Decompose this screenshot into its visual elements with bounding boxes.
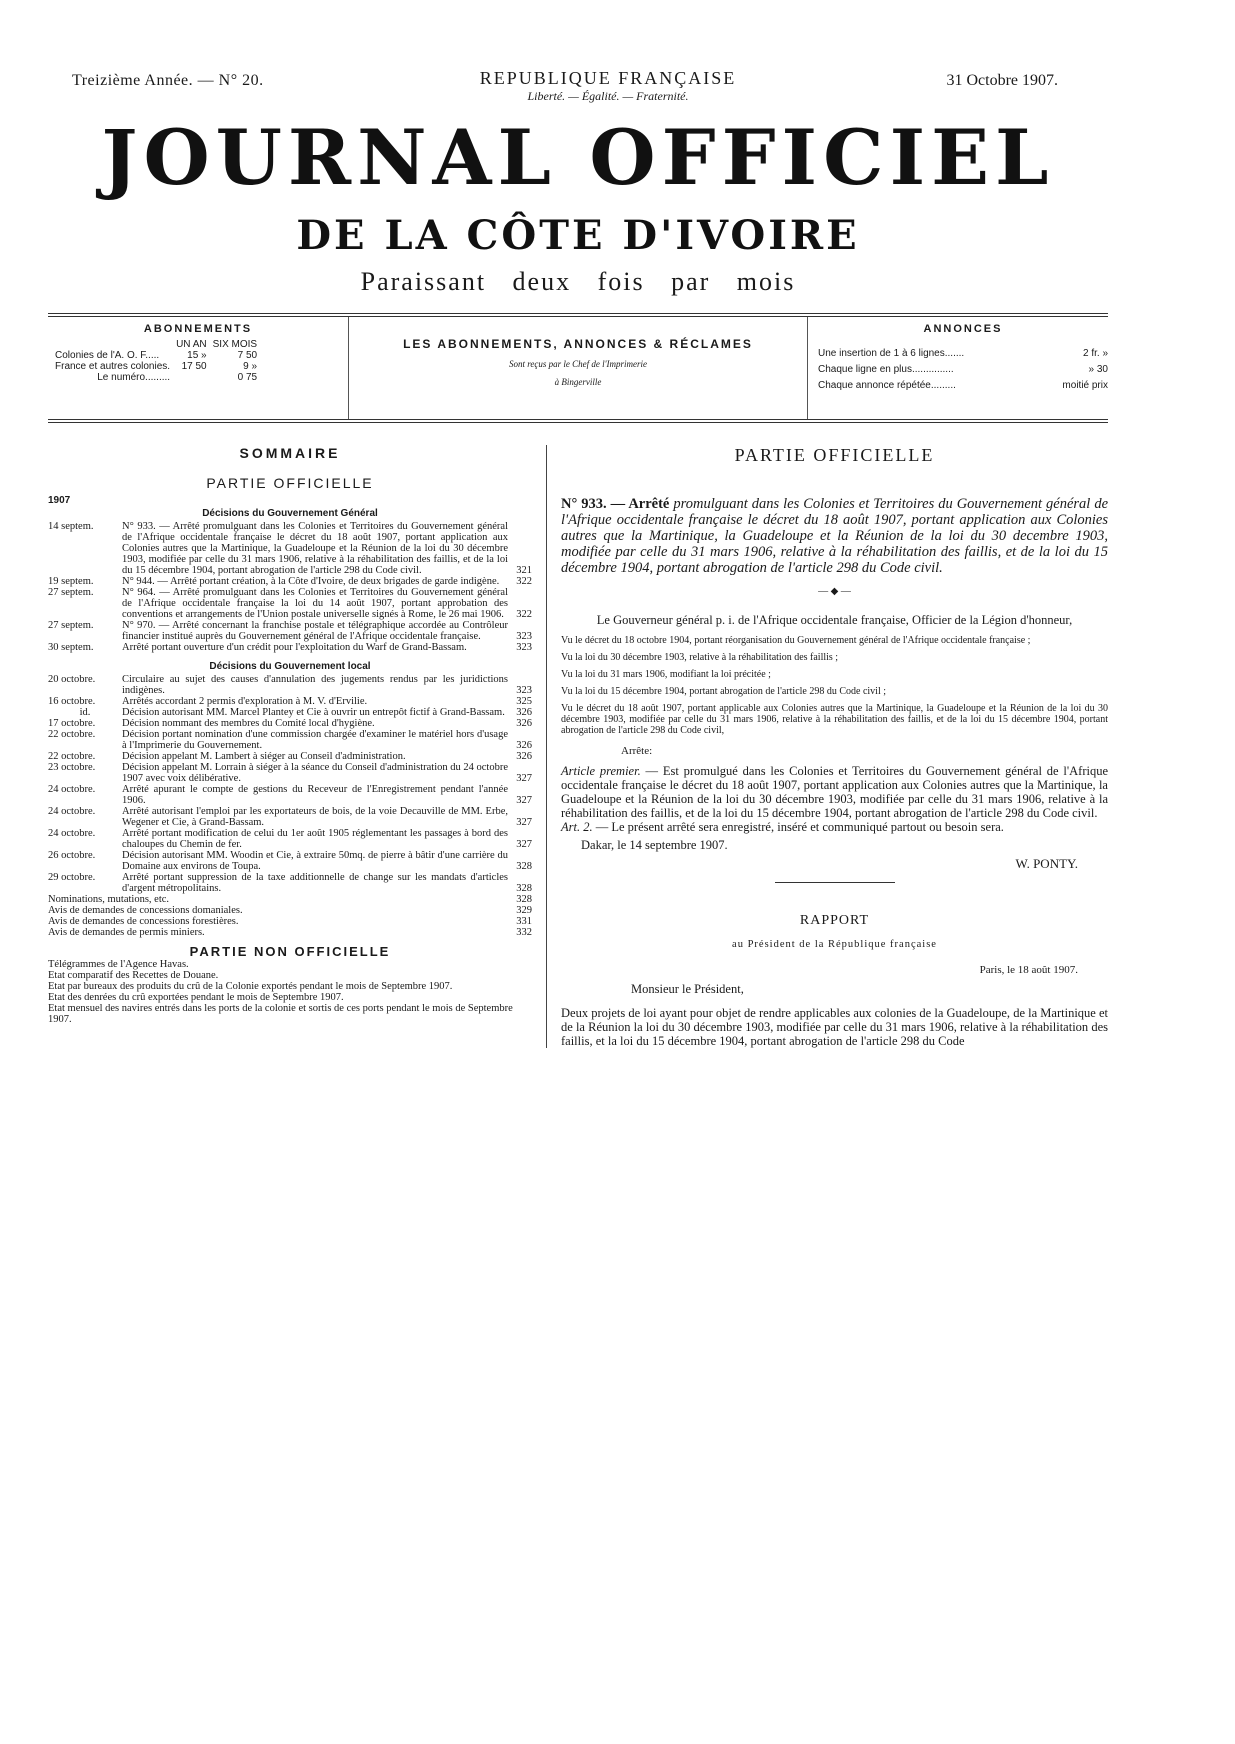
journal-subtitle: DE LA CÔTE D'IVOIRE [296, 212, 860, 259]
sommaire-entry: 24 octobre. Arrêté autorisant l'emploi par les exportateurs de bois, de la voie Decauville de MM. Erbe, Wegener et Cie, à Grand-Bassam. 327 [48, 806, 532, 828]
considerations [561, 635, 1108, 736]
reception-box [348, 317, 808, 419]
sommaire-entry: id. Décision autorisant MM. Marcel Plantey et Cie à ouvrir un entrepôt fictif à Grand-Bassam. 326 [79, 707, 532, 718]
annonce-rate: Chaque ligne en plus............... » 30 [818, 364, 1108, 375]
sommaire-entry: 29 octobre. Arrêté portant suppression de la taxe additionnelle de change sur les mandats d'articles d'argent métropolitains. 328 [48, 872, 532, 894]
republic-motto: Liberté. — Égalité. — Fraternité. [527, 89, 689, 103]
republic-block [428, 68, 788, 104]
signature: W. PONTY. [1015, 856, 1078, 871]
decree-title: N° 933. — Arrêté promulguant dans les Colonies et Territoires du Gouvernement général de l'Afrique occidentale française le décret du 18 août 1907, portant application aux Colonies autres que la Martinique, la Guadeloupe et la Réunion de la loi du 30 decembre 1903, modifiée par celle du 31 mars 1906, relative à la réhabilitation des faillis, et de la loi du 15 décembre 1904, portant abrogation de l'article 298 du Code civil. [561, 496, 1109, 576]
sommaire-entry: Avis de demandes de concessions domaniales. 329 [48, 905, 532, 916]
list-item: Etat mensuel des navires entrés dans les ports de la colonie et sortis de ces ports pendant le mois de Septembre 1907. [48, 1003, 513, 1025]
non-official-items [48, 959, 532, 1025]
reception-heading: LES ABONNEMENTS, ANNONCES & RÉCLAMES [403, 337, 753, 351]
sommaire-entry: 22 octobre. Décision portant nomination d'une commission chargée d'examiner le matériel hors d'usage à l'Imprimerie du Gouvernement. 326 [48, 729, 532, 751]
sommaire-entry: 17 octobre. Décision nommant des membres du Comité local d'hygiène. 326 [48, 718, 532, 729]
vu-clause: Vu la loi du 31 mars 1906, modifiant la loi précitée ; [561, 669, 771, 680]
local-entries [48, 674, 532, 894]
abonnement-row: France et autres colonies. 17 50 9 » [55, 361, 258, 372]
content-columns [48, 445, 1108, 1048]
divider [775, 882, 895, 883]
subscription-band [48, 317, 1108, 419]
ornament-icon: — ◆ — [818, 586, 851, 597]
list-item: Etat des denrées du crû exportées pendant le mois de Septembre 1907. [48, 992, 344, 1003]
col-six-mois: SIX MOIS [212, 339, 258, 350]
sommaire-heading: SOMMAIRE [239, 445, 341, 461]
issue-date: 31 Octobre 1907. [946, 72, 1058, 89]
reception-line: Sont reçus par le Chef de l'Imprimerie [508, 359, 648, 369]
abonnements-heading: ABONNEMENTS [143, 323, 253, 335]
partie-non-officielle-heading: PARTIE NON OFFICIELLE [189, 944, 391, 959]
abonnements-table [52, 339, 260, 383]
article-1: Article premier. — Est promulgué dans les Colonies et Territoires du Gouvernement général de l'Afrique occidentale française le décret du 18 août 1907, portant application aux Colonies autres que la Martinique, la Guadeloupe et la Réunion de la loi du 30 décembre 1903, modifiée par celle du 31 mars 1906, relative à la réhabilitation des faillis, et de la loi du 15 décembre 1904, portant abrogation de l'article 298 du Code civil. [561, 764, 1109, 820]
partie-officielle-heading: PARTIE OFFICIELLE [206, 475, 374, 491]
abonnement-row: Colonies de l'A. O. F..... 15 » 7 50 [55, 350, 258, 361]
sommaire-entry: 22 octobre. Décision appelant M. Lambert à siéger au Conseil d'administration. 326 [48, 751, 532, 762]
sommaire-entry: 23 octobre. Décision appelant M. Lorrain à siéger à la séance du Conseil d'administration du 24 octobre 1907 avec voix délibérative. 327 [48, 762, 532, 784]
year-label: 1907 [48, 495, 71, 506]
list-item: Etat comparatif des Recettes de Douane. [48, 970, 219, 981]
masthead-topline [48, 68, 1108, 102]
vu-clause: Vu le décret du 18 octobre 1904, portant réorganisation du Gouvernement général de l'Afrique occidentale française ; [561, 635, 1031, 646]
journal-title: JOURNAL OFFICIEL [101, 113, 1055, 202]
rapport-heading: RAPPORT [799, 913, 870, 928]
general-entries [48, 521, 532, 653]
annonces-box [808, 317, 1108, 419]
abonnements-box [48, 317, 348, 419]
sommaire-entry: 14 septem. N° 933. — Arrêté promulguant dans les Colonies et Territoires du Gouvernement général de l'Afrique occidentale française le décret du 18 août 1907, portant application aux Colonies autres que la Martinique, la Guadeloupe et la Réunion de la loi du 30 décembre 1903, modifiée par celle du 31 mars 1906, relative à la réhabilitation des faillis, et de la loi du 15 décembre 1904, portant abrogation de l'article 298 du Code civil. 321 [48, 521, 532, 576]
gouv-local-heading: Décisions du Gouvernement local [209, 661, 371, 672]
sommaire-entry: Nominations, mutations, etc. 328 [48, 894, 532, 905]
sommaire-column [48, 445, 547, 1048]
numero-row: Le numéro......... 0 75 [97, 372, 258, 383]
sommaire-entry: 27 septem. N° 970. — Arrêté concernant la franchise postale et télégraphique accordée au Contrôleur financier institué auprès du Gouvernement général de l'Afrique occidentale française. 323 [48, 620, 532, 642]
sommaire-entry: Avis de demandes de concessions forestières. 331 [48, 916, 532, 927]
reception-place: à Bingerville [554, 377, 602, 387]
rapport-subheading: au Président de la République française [732, 939, 937, 950]
vu-clause: Vu la loi du 30 décembre 1903, relative à la réhabilitation des faillis ; [561, 652, 839, 663]
col-un-an: UN AN [176, 339, 207, 350]
journal-tagline: Paraissant deux fois par mois [360, 267, 796, 296]
vu-clause: Vu la loi du 15 décembre 1904, portant abrogation de l'article 298 du Code civil ; [561, 686, 887, 697]
list-item: Télégrammes de l'Agence Havas. [48, 959, 189, 970]
sommaire-entry: 24 octobre. Arrêté apurant le compte de gestions du Receveur de l'Enregistrement pendant l'année 1906. 327 [48, 784, 532, 806]
salutation: Monsieur le Président, [631, 982, 744, 996]
misc-entries [48, 894, 532, 938]
sommaire-entry: 24 octobre. Arrêté portant modification de celui du 1er août 1905 réglementant les passages à bord des chaloupes du Chemin de fer. 327 [48, 828, 532, 850]
vu-clause: Vu le décret du 18 août 1907, portant applicable aux Colonies autres que la Martinique, la Guadeloupe et la Réunion de la loi du 30 décembre 1903, modifiée par celle du 31 mars 1906, relative à la réhabilitation des faillis, et de la loi du 15 décembre 1904, portant abrogation de l'article 298 du Code civil, [561, 703, 1108, 736]
partie-officielle-title: PARTIE OFFICIELLE [734, 445, 935, 465]
annonce-rate: Chaque annonce répétée......... moitié prix [818, 380, 1108, 391]
sommaire-entry: 16 octobre. Arrêtés accordant 2 permis d'exploration à M. V. d'Ervilie. 325 [48, 696, 532, 707]
list-item: Etat par bureaux des produits du crû de la Colonie exportés pendant le mois de Septembre 1907. [48, 981, 453, 992]
issue-number: Treizième Année. — N° 20. [72, 72, 264, 89]
rapport-text: Deux projets de loi ayant pour objet de rendre applicables aux colonies de la Guadeloupe, de la Martinique et de la Réunion la loi du 30 décembre 1903, modifiée par celle du 31 mars 1906, relative à la réhabilitation des faillis, et la loi du 15 décembre 1904, portant abrogation de l'article 298 du Code [561, 1006, 1108, 1048]
official-column [547, 445, 1108, 1048]
sommaire-entry: 19 septem. N° 944. — Arrêté portant création, à la Côte d'Ivoire, de deux brigades de garde indigène. 322 [48, 576, 532, 587]
governor-title: Le Gouverneur général p. i. de l'Afrique occidentale française, Officier de la Légion d'honneur, [596, 613, 1073, 627]
sommaire-entry: 27 septem. N° 964. — Arrêté promulguant dans les Colonies et Territoires du Gouvernement général de l'Afrique occidentale française la loi du 14 août 1907, portant approbation des conventions et arrangements de l'Union postale universelle signés à Rome, le 26 mai 1906. 322 [48, 587, 532, 620]
annonce-rate: Une insertion de 1 à 6 lignes....... 2 fr. » [818, 348, 1108, 359]
sommaire-entry: 26 octobre. Décision autorisant MM. Woodin et Cie, à extraire 50mq. de pierre à bâtir d'une carrière du Domaine aux environs de Toupa. 328 [48, 850, 532, 872]
annonces-heading: ANNONCES [923, 323, 1003, 335]
place-date: Dakar, le 14 septembre 1907. [581, 838, 728, 852]
gouv-general-heading: Décisions du Gouvernement Général [202, 508, 378, 519]
paris-date: Paris, le 18 août 1907. [979, 964, 1078, 976]
sommaire-entry: Avis de demandes de permis miniers. 332 [48, 927, 532, 938]
republic-name: REPUBLIQUE FRANÇAISE [479, 68, 737, 88]
bottom-rule [48, 419, 1108, 423]
article-2: Art. 2. — Le présent arrêté sera enregistré, inséré et communiqué partout ou besoin sera. [561, 820, 1004, 834]
arrete-label: Arrête: [621, 745, 653, 757]
journal-page [48, 68, 1108, 1048]
sommaire-entry: 20 octobre. Circulaire au sujet des causes d'annulation des jugements rendus par les juridictions indigènes. 323 [48, 674, 532, 696]
sommaire-entry: 30 septem. Arrêté portant ouverture d'un crédit pour l'exploitation du Warf de Grand-Bassam. 323 [48, 642, 532, 653]
